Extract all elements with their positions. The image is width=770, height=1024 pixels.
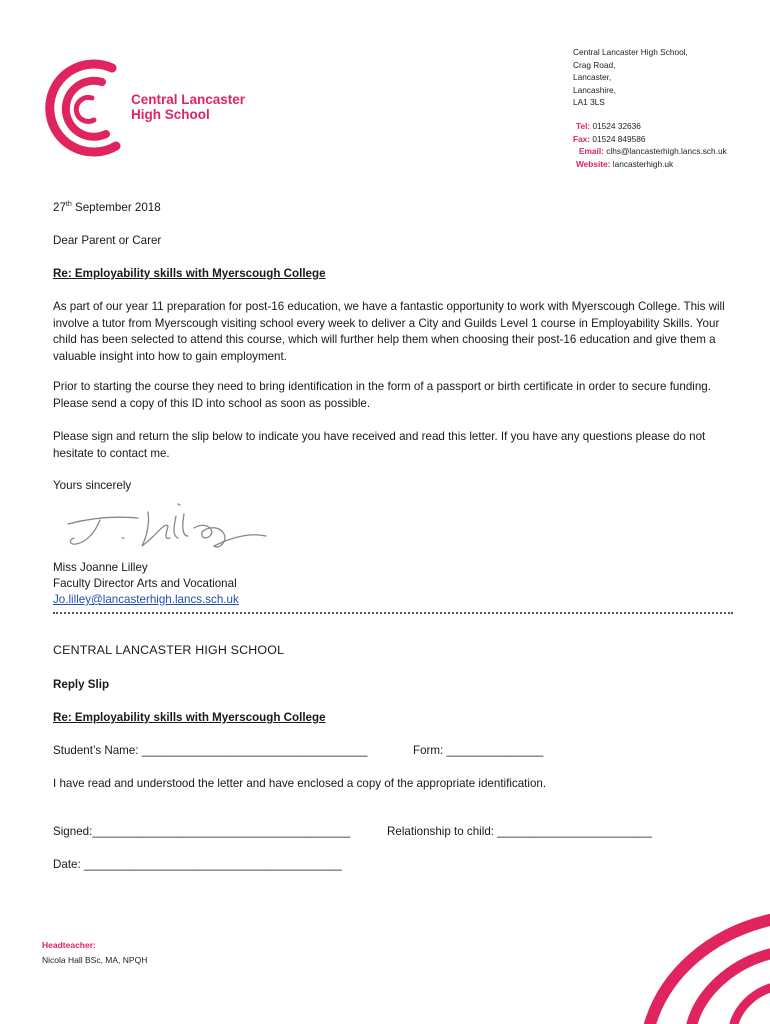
date-rest: September 2018: [71, 201, 161, 214]
date-day: 27: [53, 201, 66, 214]
slip-subject: Re: Employability skills with Myerscough College: [53, 711, 326, 724]
headteacher-label: Headteacher:: [42, 940, 96, 950]
headteacher-name: Nicola Hall BSc, MA, NPQH: [42, 955, 148, 965]
school-logo-mark: [40, 54, 130, 164]
paragraph-2: Prior to starting the course they need to bring identification in the form of a passport or birth certificate in order to secure funding. Please send a copy of this ID into school as soon as possible.: [53, 380, 711, 410]
logo-line-1: Central Lancaster: [131, 92, 246, 107]
school-logo-text: [131, 92, 245, 122]
logo-line-2: High School: [131, 107, 210, 122]
school-address: [573, 46, 688, 109]
address-line: Crag Road,: [573, 59, 616, 70]
fax-value: 01524 849586: [592, 133, 646, 144]
letter-date: [53, 200, 733, 217]
signature-image: [60, 502, 270, 558]
tel-label: Tel:: [576, 121, 591, 131]
paragraph-3: Please sign and return the slip below to indicate you have received and read this letter. If you have any questions please do not hesitate to contact me.: [53, 430, 706, 460]
contact-details: [573, 120, 727, 170]
signer-email-link[interactable]: Jo.lilley@lancasterhigh.lancs.sch.uk: [53, 593, 239, 606]
footer-swoosh-decoration: [640, 914, 770, 1024]
website-value[interactable]: lancasterhigh.uk: [612, 158, 674, 169]
address-line: LA1 3LS: [573, 97, 605, 108]
relationship-field[interactable]: Relationship to child: ________________________: [387, 825, 652, 838]
closing: Yours sincerely: [53, 479, 132, 492]
signer-name: Miss Joanne Lilley: [53, 561, 148, 574]
student-name-field[interactable]: Student’s Name: ___________________________________: [53, 744, 368, 757]
address-line: Lancaster,: [573, 72, 612, 83]
slip-school-name: CENTRAL LANCASTER HIGH SCHOOL: [53, 643, 285, 657]
email-value[interactable]: clhs@lancasterhigh.lancs.sch.uk: [606, 146, 727, 157]
email-label: Email:: [579, 146, 604, 157]
date-suffix: th: [65, 201, 72, 209]
tear-off-divider: [53, 612, 733, 616]
paragraph-1: As part of our year 11 preparation for post-16 education, we have a fantastic opportunity to work with Myerscough College. This will involve a tutor from Myerscough visiting school every week to deliver a City and Guilds Level 1 course in Employability Skills. Your child has been selected to attend this course, which will further help them when choosing their post-16 education and give them a valuable insight into how to gain employment.: [53, 300, 725, 363]
form-field[interactable]: Form: _______________: [413, 744, 544, 757]
address-line: Lancashire,: [573, 84, 616, 95]
letter-subject: Re: Employability skills with Myerscough College: [53, 267, 326, 280]
slip-statement: I have read and understood the letter and have enclosed a copy of the appropriate identification.: [53, 777, 547, 790]
address-line: Central Lancaster High School,: [573, 47, 688, 57]
slip-heading: Reply Slip: [53, 678, 110, 691]
tel-value: 01524 32636: [592, 121, 641, 131]
fax-label: Fax:: [573, 133, 591, 144]
signer-title: Faculty Director Arts and Vocational: [53, 577, 237, 590]
website-label: Website:: [576, 158, 611, 169]
date-field[interactable]: Date: ________________________________________: [53, 858, 342, 871]
signed-field[interactable]: Signed:________________________________________: [53, 825, 351, 838]
salutation: Dear Parent or Carer: [53, 234, 162, 247]
